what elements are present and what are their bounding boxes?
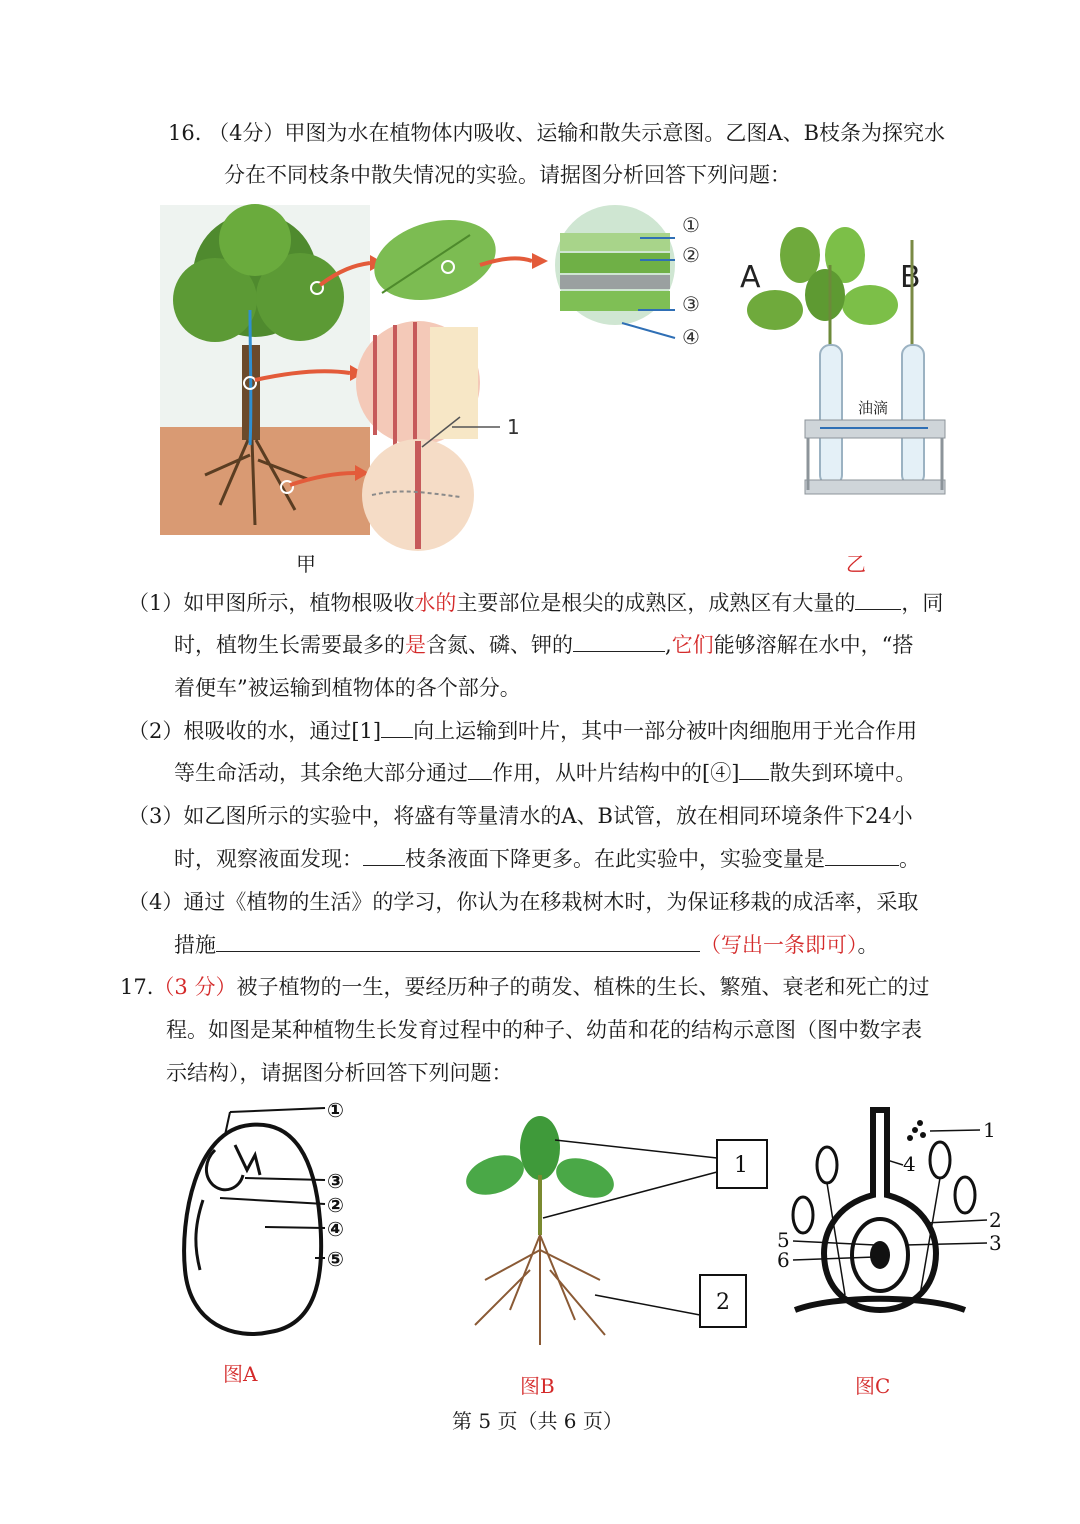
tube-a-label: A	[740, 260, 761, 295]
figure-c-flower	[775, 1105, 1015, 1335]
answer-blank[interactable]	[573, 631, 665, 652]
figure-b-seedling	[455, 1110, 775, 1360]
leaf-circle-2: ②	[682, 243, 700, 267]
q16-p1-line1: （1）如甲图所示，植物根吸收水的主要部位是根尖的成熟区，成熟区有大量的 ，同	[128, 591, 944, 615]
caption-jia: 甲	[296, 552, 316, 576]
figb-box-1: 1	[734, 1153, 748, 1178]
answer-blank[interactable]	[739, 759, 769, 780]
oil-drop-label: 油滴	[858, 399, 889, 417]
leaf-circle-4: ④	[682, 325, 700, 349]
jia-label-1: 1	[507, 415, 520, 439]
figure-yi	[730, 225, 960, 515]
q16-p4-line2: 措施 （写出一条即可）。	[174, 933, 879, 957]
figa-num-5: ⑤	[327, 1247, 344, 1271]
figb-box-2: 2	[716, 1290, 730, 1315]
answer-blank[interactable]	[825, 845, 899, 866]
q16-line1: 16. （4分）甲图为水在植物体内吸收、运输和散失示意图。乙图A、B枝条为探究水	[168, 121, 946, 145]
figa-num-2: ②	[327, 1193, 344, 1217]
figc-num-1: 1	[983, 1118, 996, 1142]
caption-yi: 乙	[846, 552, 866, 576]
figa-num-3: ③	[327, 1169, 344, 1193]
q16-line2: 分在不同枝条中散失情况的实验。请据图分析回答下列问题：	[224, 163, 791, 187]
figure-jia	[160, 205, 720, 545]
figc-num-4: 4	[903, 1152, 916, 1176]
figure-a-seed	[175, 1100, 375, 1350]
q16-p3-line1: （3）如乙图所示的实验中，将盛有等量清水的A、B试管，放在相同环境条件下24小	[128, 804, 913, 828]
figc-num-6: 6	[777, 1248, 790, 1272]
answer-blank[interactable]	[363, 845, 405, 866]
q16-p2-line1: （2）根吸收的水，通过[1] 向上运输到叶片，其中一部分被叶肉细胞用于光合作用	[128, 719, 918, 743]
page-footer: 第 5 页（共 6 页）	[452, 1409, 623, 1433]
q16-p2-line2: 等生命活动，其余绝大部分通过 作用，从叶片结构中的[④] 散失到环境中。	[174, 761, 917, 785]
q17-line3: 示结构），请据图分析回答下列问题：	[166, 1061, 513, 1085]
leaf-circle-3: ③	[682, 292, 700, 316]
answer-blank[interactable]	[468, 759, 492, 780]
caption-fig-c: 图C	[855, 1374, 891, 1398]
figa-num-4: ④	[327, 1217, 344, 1241]
q16-p1-line3: 着便车”被运输到植物体的各个部分。	[174, 676, 521, 700]
figc-num-5: 5	[777, 1228, 790, 1252]
leaf-circle-1: ①	[682, 213, 700, 237]
caption-fig-b: 图B	[520, 1374, 555, 1398]
answer-blank[interactable]	[855, 589, 901, 610]
figa-num-1: ①	[327, 1098, 344, 1122]
q16-p1-line2: 时，植物生长需要最多的是含氮、磷、钾的 ,它们能够溶解在水中，“搭	[174, 633, 914, 657]
q16-p3-line2: 时，观察液面发现： 枝条液面下降更多。在此实验中，实验变量是 。	[174, 847, 920, 871]
figc-num-2: 2	[989, 1208, 1002, 1232]
answer-blank[interactable]	[381, 717, 413, 738]
caption-fig-a: 图A	[223, 1362, 258, 1386]
figc-num-3: 3	[989, 1231, 1002, 1255]
q17-line1: 17.（3 分）被子植物的一生，要经历种子的萌发、植株的生长、繁殖、衰老和死亡的过	[120, 975, 930, 999]
tube-b-label: B	[900, 260, 921, 295]
answer-blank[interactable]	[216, 931, 700, 952]
q16-p4-line1: （4）通过《植物的生活》的学习，你认为在移栽树木时，为保证移栽的成活率，采取	[128, 890, 919, 914]
q17-line2: 程。如图是某种植物生长发育过程中的种子、幼苗和花的结构示意图（图中数字表	[166, 1018, 922, 1042]
